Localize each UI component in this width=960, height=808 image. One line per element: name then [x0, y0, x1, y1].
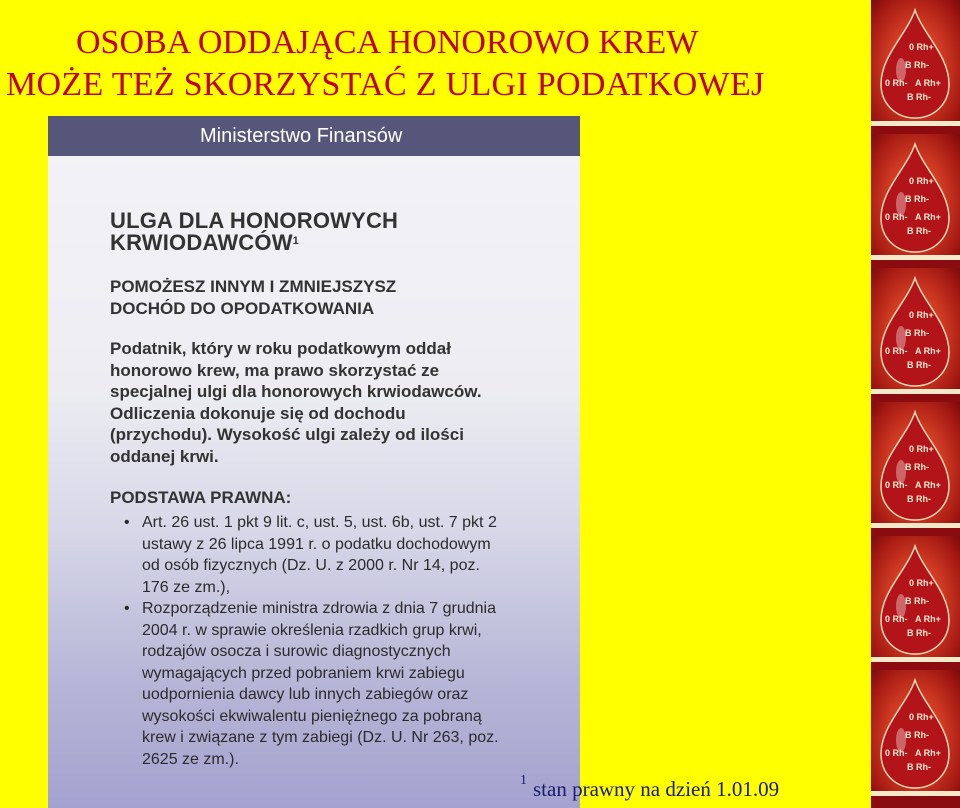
blood-type-label: 0 Rh+	[909, 712, 934, 722]
blood-type-label: 0 Rh-	[885, 748, 908, 758]
title-line-2: MOŻE TEŻ SKORZYSTAĆ Z ULGI PODATKOWEJ	[6, 66, 765, 103]
blood-type-label: B Rh-	[907, 628, 931, 638]
blood-type-label: 0 Rh-	[885, 614, 908, 624]
blood-drop-tile	[871, 670, 960, 796]
blood-type-label: B Rh-	[905, 328, 929, 338]
blood-type-label: A Rh+	[915, 346, 941, 356]
blood-drop-icon	[871, 0, 960, 126]
leaflet-header: Ministerstwo Finansów	[48, 116, 580, 156]
blood-type-label: A Rh+	[915, 78, 941, 88]
blood-drop-tile	[871, 0, 960, 126]
leaflet-subtitle	[110, 276, 510, 320]
blood-type-label: B Rh-	[905, 596, 929, 606]
blood-type-label: 0 Rh+	[909, 42, 934, 52]
legal-basis-item: • Rozporządzenie ministra zdrowia z dnia 7 grudnia 2004 r. w sprawie określenia rzadkich grup krwi, rodzajów osocza i surowic diagnostycznych wymagających przed pobraniem krwi zabiegu uodpornienia dawcy lub innych zabiegów oraz wysokości ekwiwalentu pieniężnego za pobraną krew i związane z tym zabiegi (Dz. U. Nr 263, poz. 2625 ze zm.).	[124, 600, 499, 768]
leaflet-subtitle-line-1: POMOŻESZ INNYM I ZMNIEJSZYSZ	[110, 277, 397, 296]
blood-type-label: 0 Rh-	[885, 480, 908, 490]
legal-basis-list	[110, 512, 510, 770]
blood-type-label: 0 Rh+	[909, 310, 934, 320]
legal-basis-heading: PODSTAWA PRAWNA:	[110, 488, 292, 507]
footnote-text: stan prawny na dzień 1.01.09	[533, 777, 780, 801]
footnote-number: 1	[520, 773, 527, 788]
blood-type-label: 0 Rh-	[885, 346, 908, 356]
blood-type-label: 0 Rh+	[909, 176, 934, 186]
blood-drop-tile	[871, 402, 960, 528]
blood-type-label: 0 Rh-	[885, 212, 908, 222]
blood-drop-icon	[871, 134, 960, 260]
blood-type-label: B Rh-	[907, 226, 931, 236]
blood-drop-icon	[871, 536, 960, 662]
blood-type-label: B Rh-	[907, 494, 931, 504]
blood-type-label: 0 Rh+	[909, 578, 934, 588]
blood-drop-icon	[871, 402, 960, 528]
blood-drop-tile	[871, 134, 960, 260]
blood-drop-tile	[871, 268, 960, 394]
leaflet-title-line-1: ULGA DLA HONOROWYCH	[110, 208, 399, 233]
leaflet-title-line-2: KRWIODAWCÓW	[110, 230, 293, 255]
leaflet-body	[110, 210, 510, 770]
blood-drop-icon	[871, 268, 960, 394]
leaflet-subtitle-line-2: DOCHÓD DO OPODATKOWANIA	[110, 299, 375, 318]
blood-type-label: A Rh+	[915, 748, 941, 758]
leaflet-title	[110, 210, 510, 254]
leaflet-scan	[48, 116, 580, 808]
blood-type-label: A Rh+	[915, 480, 941, 490]
bullet-icon: •	[124, 600, 130, 617]
blood-type-label: B Rh-	[905, 462, 929, 472]
blood-type-label: 0 Rh-	[885, 78, 908, 88]
legal-basis-item: • Art. 26 ust. 1 pkt 9 lit. c, ust. 5, ust. 6b, ust. 7 pkt 2 ustawy z 26 lipca 1991 r. o podatku dochodowym od osób fizycznych (Dz. U. z 2000 r. Nr 14, poz. 176 ze zm.),	[124, 514, 497, 596]
leaflet-title-footnote-mark: 1	[292, 235, 299, 247]
leaflet-paragraph: Podatnik, który w roku podatkowym oddał honorowo krew, ma prawo skorzystać ze specjalnej ulgi dla honorowych krwiodawców. Odliczenia dokonuje się od dochodu (przychodu). Wysokość ulgi zależy od ilości oddanej krwi.	[110, 339, 482, 466]
blood-drop-tile	[871, 536, 960, 662]
blood-type-label: B Rh-	[907, 92, 931, 102]
blood-type-label: B Rh-	[905, 730, 929, 740]
blood-type-label: A Rh+	[915, 614, 941, 624]
blood-type-label: A Rh+	[915, 212, 941, 222]
blood-type-label: B Rh-	[907, 762, 931, 772]
blood-drop-icon	[871, 670, 960, 796]
blood-drop-strip	[871, 0, 960, 808]
page-title	[0, 22, 860, 106]
blood-type-label: B Rh-	[907, 360, 931, 370]
bullet-icon: •	[124, 514, 130, 531]
footnote	[520, 770, 779, 804]
blood-type-label: B Rh-	[905, 60, 929, 70]
title-line-1: OSOBA ODDAJĄCA HONOROWO KREW	[76, 24, 699, 61]
blood-type-label: 0 Rh+	[909, 444, 934, 454]
blood-type-label: B Rh-	[905, 194, 929, 204]
